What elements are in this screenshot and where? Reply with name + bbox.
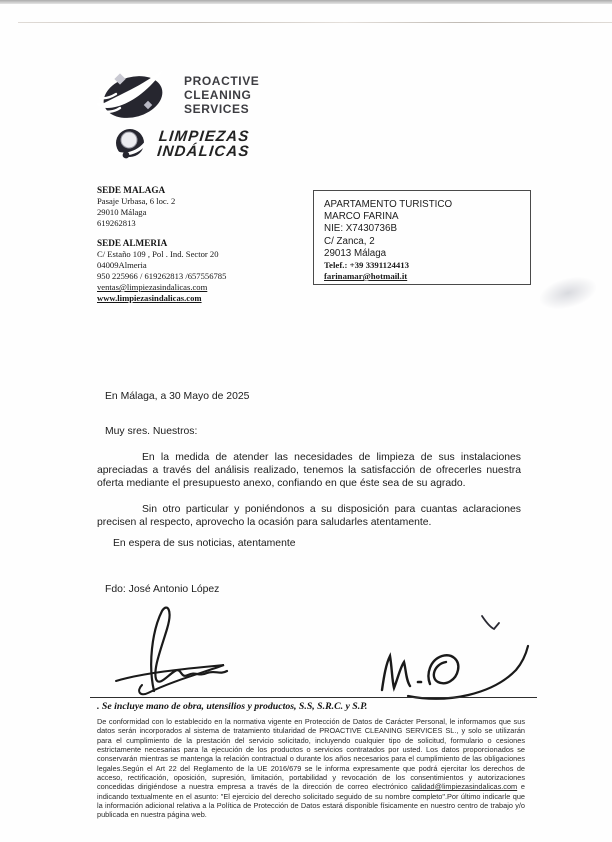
footer-divider bbox=[90, 697, 537, 698]
letter-signed-by: Fdo: José Antonio López bbox=[105, 584, 220, 595]
recipient-line: NIE: X7430736B bbox=[324, 223, 397, 235]
legal-text-part2: e indicando textualmente en el asunto: "El ejercicio del derecho solicitado seguido de su nombre completo".Por último indicarle que la información adicional relativa a la Política de Protección de Datos estará disponible físicamente en nuestro centro de trabajo y/o publicada en nuestra página web. bbox=[97, 782, 525, 820]
brand-word-limpiezas: LIMPIEZAS bbox=[157, 128, 251, 145]
sede-malaga-line: 619262813 bbox=[97, 218, 136, 228]
sede-malaga-title: SEDE MALAGA bbox=[97, 185, 166, 195]
recipient-line: MARCO FARINA bbox=[324, 211, 399, 223]
letter-salutation: Muy sres. Nuestros: bbox=[105, 426, 198, 437]
letter-date: En Málaga, a 30 Mayo de 2025 bbox=[105, 391, 250, 402]
inclusion-note: . Se incluye mano de obra, utensilios y productos, S.S, S.R.C. y S.P. bbox=[97, 701, 368, 712]
brand-bottom-wordmark bbox=[156, 129, 252, 159]
sender-email: ventas@limpiezasindalicas.com bbox=[97, 282, 208, 292]
sender-signature-scribble bbox=[112, 603, 272, 703]
sender-website: www.limpiezasindalicas.com bbox=[97, 293, 202, 303]
recipient-line: APARTAMENTO TURISTICO bbox=[324, 199, 453, 210]
sede-almeria-line: C/ Estaño 109 , Pol . Ind. Sector 20 bbox=[97, 249, 219, 259]
sede-almeria-line: 950 225966 / 619262813 /657556785 bbox=[97, 271, 227, 281]
recipient-line: C/ Zanca, 2 bbox=[324, 235, 375, 247]
scan-line-artifact bbox=[18, 22, 612, 23]
brand-word-cleaning: CLEANING bbox=[184, 88, 252, 102]
recipient-email: farinamar@hotmail.it bbox=[324, 271, 408, 282]
sede-almeria-line: 04009Almeria bbox=[97, 260, 147, 270]
pen-checkmark-stroke bbox=[478, 612, 504, 636]
spacer bbox=[97, 229, 302, 238]
data-protection-legal-text bbox=[97, 717, 525, 820]
letterhead-bottom bbox=[110, 124, 250, 164]
brand-word-proactive: PROACTIVE bbox=[184, 74, 260, 88]
letter-paragraph-2: Sin otro particular y poniéndonos a su disposición para cuantas aclaraciones precisen al respecto, aprovecho la ocasión para saludarles atentamente. bbox=[97, 504, 521, 528]
legal-text-part1: De conformidad con lo establecido en la normativa vigente en Protección de Datos de Carácter Personal, le informamos que sus datos serán incorporados al sistema de tratamiento titularidad de PROACTIVE CLEANING SERVICES SL., y solo se utilizarán para el cumplimiento de la prestación del servicio solicitado, incluyendo cualquier tipo de solicitud, formulario o cesiones estrictamente necesarias para la ejecución de los productos o servicios contratados por usted. Los datos proporcionados se conservarán mientras se mantenga la relación contractual o durante los años necesarios para el cumplimiento de las obligaciones legales.Según el Art 22 del Reglamento de la UE 2016/679 se le informa expresamente que podrá ejercitar los derechos de acceso, rectificación, oposición, supresión, limitación, portabilidad y revocación de los consentimientos y autorizaciones concedidas dirigiéndose a nuestra empresa a través de la dirección de correo electrónico bbox=[97, 717, 525, 792]
sede-malaga-line: Pasaje Urbasa, 6 loc. 2 bbox=[97, 196, 176, 206]
proactive-logo-icon bbox=[92, 66, 170, 124]
legal-contact-email: calidad@limpiezasindalicas.com bbox=[411, 782, 518, 792]
brand-word-indalicas: INDÁLICAS bbox=[156, 143, 251, 160]
scan-edge-artifact bbox=[0, 0, 612, 4]
limpiezas-logo-icon bbox=[110, 124, 150, 164]
recipient-signature-scribble bbox=[368, 598, 533, 708]
brand-top-wordmark bbox=[184, 74, 259, 116]
letter-closing: En espera de sus noticias, atentamente bbox=[113, 538, 296, 549]
sender-address-block bbox=[97, 185, 302, 304]
sede-malaga-line: 29010 Málaga bbox=[97, 207, 147, 217]
scan-smudge-artifact bbox=[535, 271, 601, 316]
recipient-line: 29013 Málaga bbox=[324, 247, 387, 259]
letterhead-top bbox=[92, 66, 259, 124]
letter-paragraph-1: En la medida de atender las necesidades de limpieza de sus instalaciones apreciadas a través del análisis realizado, tenemos la satisfacción de ofrecerles nuestra oferta mediante el presupuesto anexo, confiando en que éste sea de su agrado. bbox=[97, 452, 521, 489]
recipient-address-box bbox=[313, 190, 531, 285]
recipient-phone: Telef.: +39 3391124413 bbox=[324, 260, 410, 271]
brand-word-services: SERVICES bbox=[184, 102, 250, 116]
sede-almeria-title: SEDE ALMERIA bbox=[97, 238, 168, 248]
